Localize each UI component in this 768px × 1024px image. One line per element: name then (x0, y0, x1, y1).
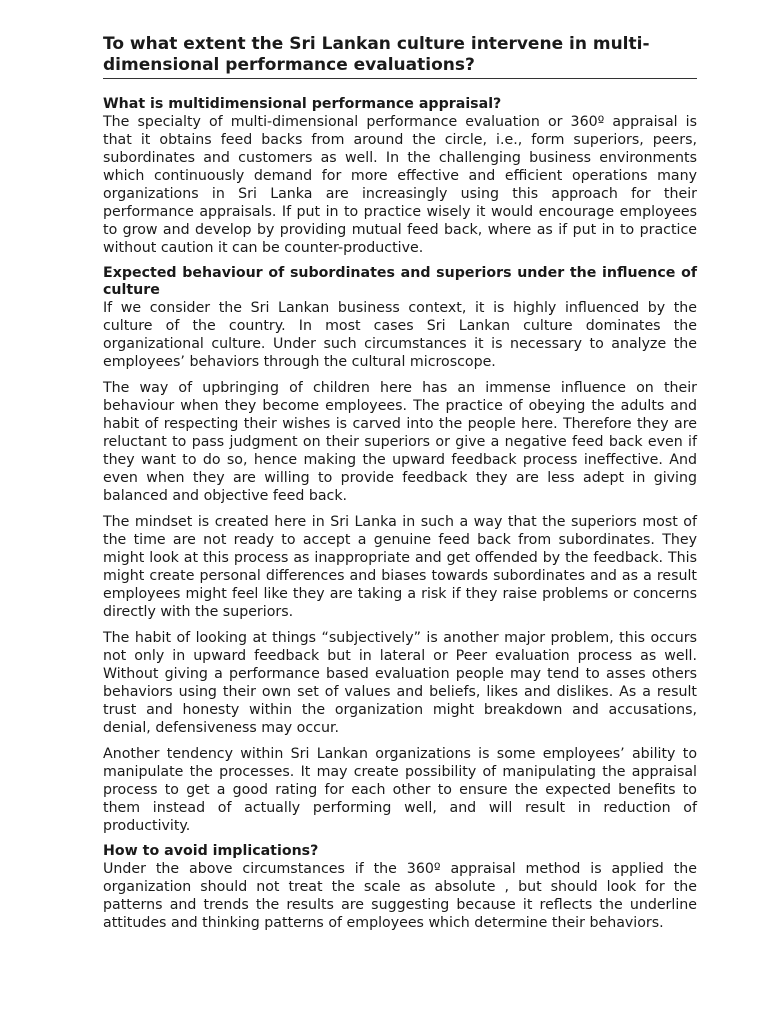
paragraph: Under the above circumstances if the 360º appraisal method is applied the organization should not treat the scale as absolute , but should look for the patterns and trends the results are suggesting because it reflects the underline attitudes and thinking patterns of employees which determine their behaviors. (103, 861, 697, 931)
section-expected-behaviour (103, 265, 697, 835)
section-heading: How to avoid implications? (103, 843, 319, 859)
paragraph: The way of upbringing of children here has an immense influence on their behaviour when they become employees. The practice of obeying the adults and habit of respecting their wishes is carved into the people here. Therefore they are reluctant to pass judgment on their superiors or give a negative feed back even if they want to do so, hence making the upward feedback process ineffective. And even when they are willing to provide feedback they are less adept in giving balanced and objective feed back. (103, 380, 697, 504)
section-heading: Expected behaviour of subordinates and superiors under the influence of culture (103, 265, 697, 298)
document-page (103, 34, 697, 932)
paragraph: The habit of looking at things “subjectively” is another major problem, this occurs not only in upward feedback but in lateral or Peer evaluation process as well. Without giving a performance based evaluation people may tend to asses others behaviors using their own set of values and beliefs, likes and dislikes. As a result trust and honesty within the organization might breakdown and accusations, denial, defensiveness may occur. (103, 630, 697, 736)
paragraph: The specialty of multi-dimensional performance evaluation or 360º appraisal is that it obtains feed backs from around the circle, i.e., form superiors, peers, subordinates and customers as well. In the challenging business environments which continuously demand for more effective and efficient operations many organizations in Sri Lanka are increasingly using this approach for their performance appraisals. If put in to practice wisely it would encourage employees to grow and develop by providing mutual feed back, where as if put in to practice without caution it can be counter-productive. (103, 114, 697, 256)
section-what-is-appraisal (103, 96, 697, 257)
paragraph: If we consider the Sri Lankan business context, it is highly influenced by the culture of the country. In most cases Sri Lankan culture dominates the organizational culture. Under such circumstances it is necessary to analyze the employees’ behaviors through the cultural microscope. (103, 300, 697, 370)
paragraph: The mindset is created here in Sri Lanka in such a way that the superiors most of the time are not ready to accept a genuine feed back from subordinates. They might look at this process as inappropriate and get offended by the feedback. This might create personal differences and biases towards subordinates and as a result employees might feel like they are taking a risk if they raise problems or concerns directly with the superiors. (103, 514, 697, 620)
document-title: To what extent the Sri Lankan culture intervene in multi-dimensional performance evaluations? (103, 34, 697, 79)
section-avoid-implications (103, 843, 697, 932)
paragraph: Another tendency within Sri Lankan organizations is some employees’ ability to manipulate the processes. It may create possibility of manipulating the appraisal process to get a good rating for each other to ensure the expected benefits to them instead of actually performing well, and will result in reduction of productivity. (103, 746, 697, 834)
section-heading: What is multidimensional performance appraisal? (103, 96, 502, 112)
